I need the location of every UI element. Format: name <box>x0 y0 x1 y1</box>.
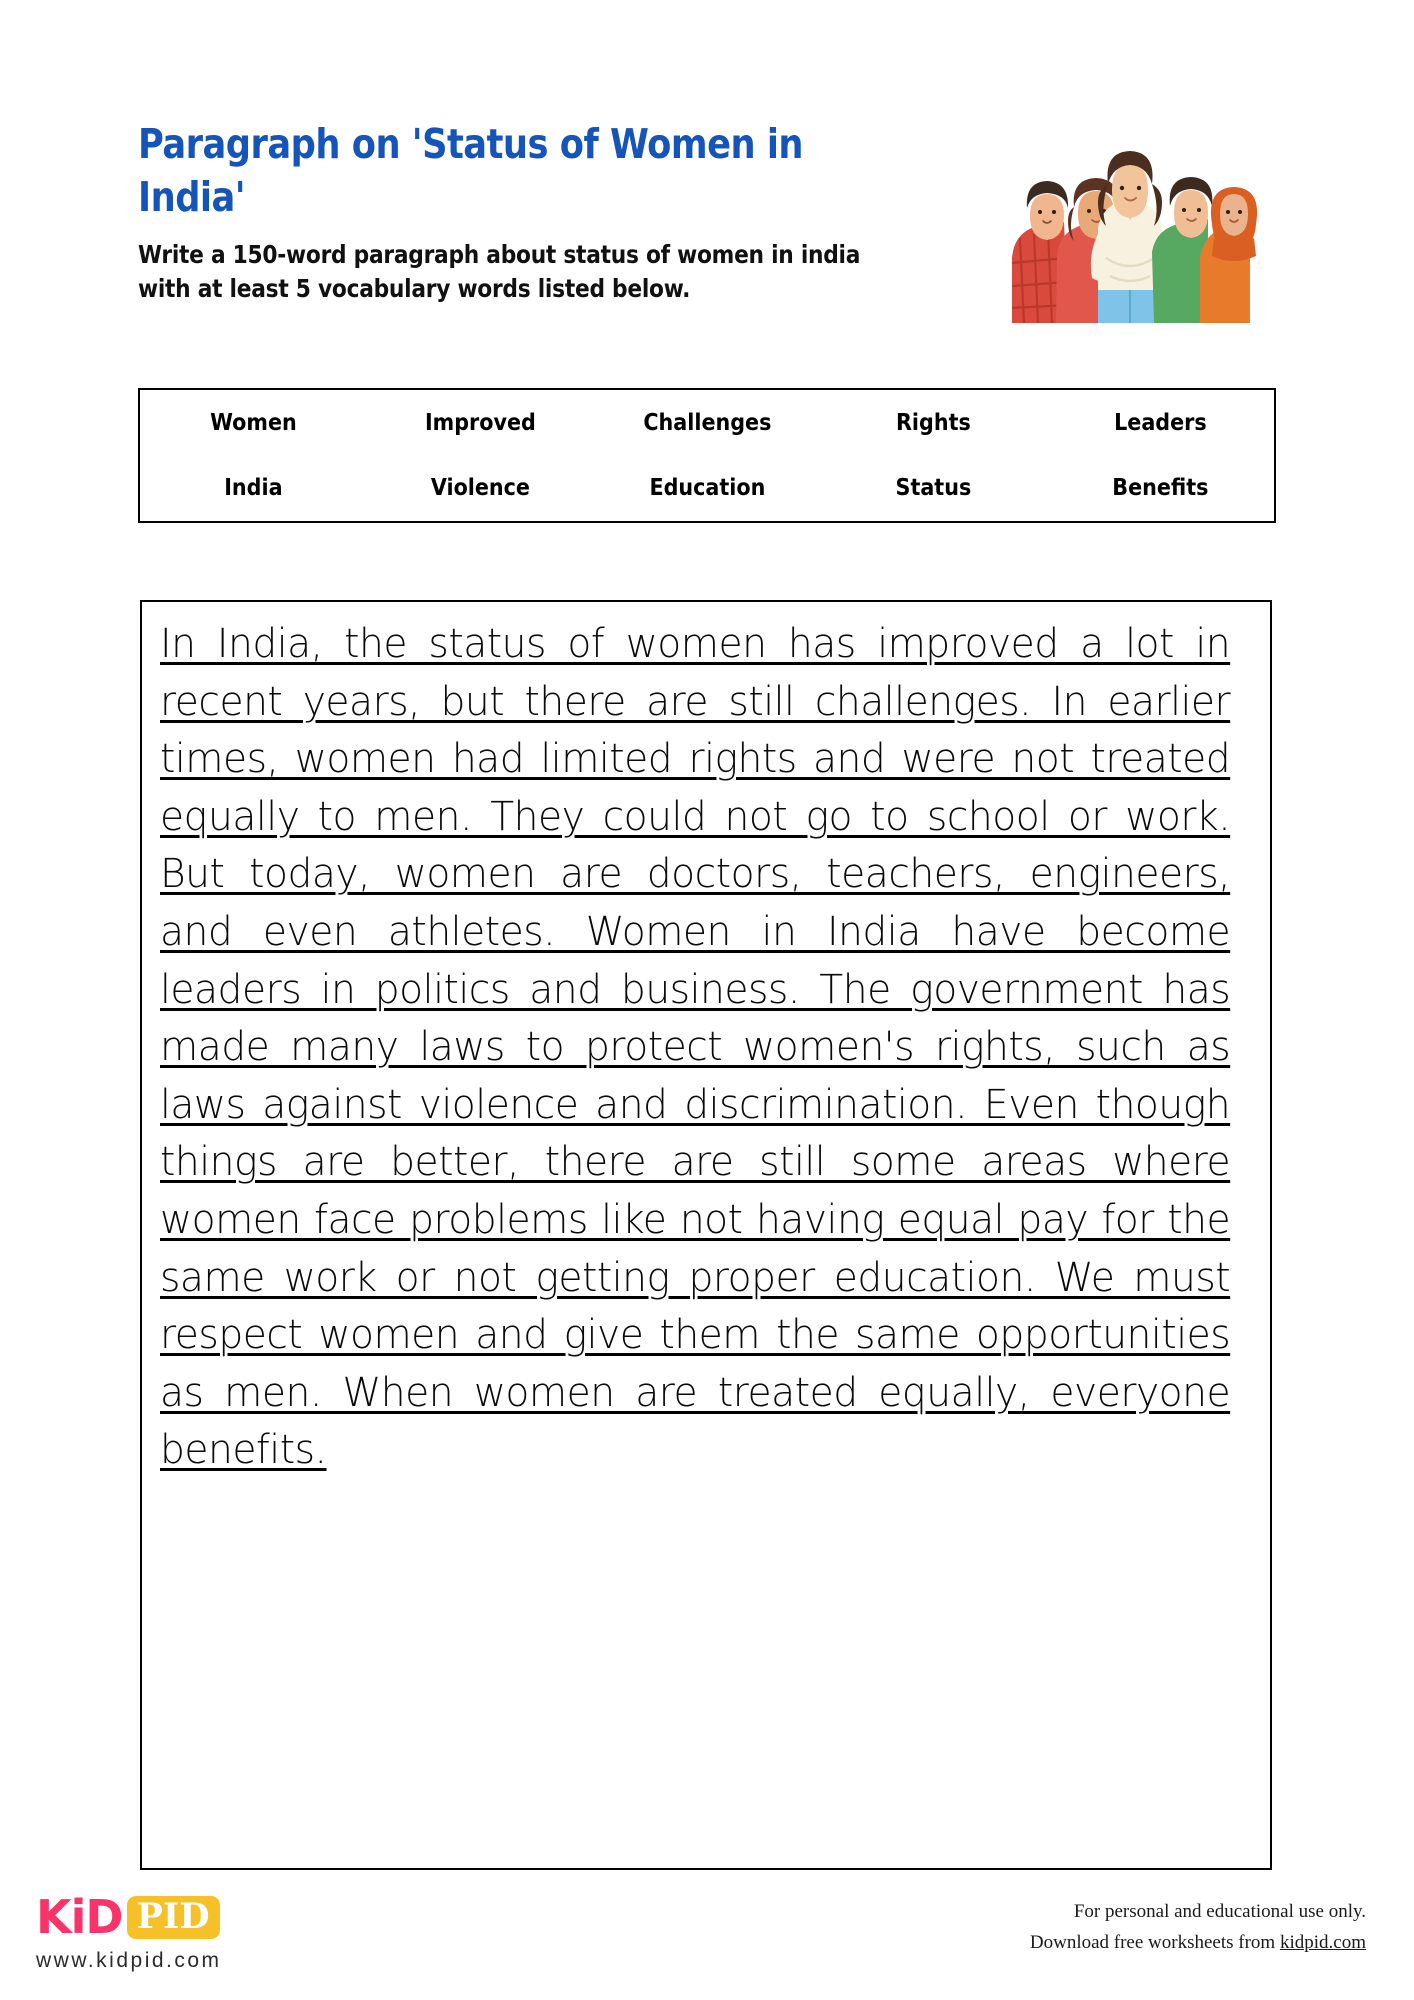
vocabulary-word: Status <box>895 475 972 502</box>
vocabulary-row-1 <box>140 390 1274 456</box>
worksheet-header <box>138 118 1278 348</box>
vocabulary-word: Leaders <box>1114 409 1207 436</box>
kidpid-brand[interactable] <box>36 1890 222 1973</box>
vocabulary-row-2 <box>140 456 1274 522</box>
instruction-text: Write a 150-word paragraph about status of women in india with at least 5 vocabulary words listed below. <box>138 239 861 304</box>
brand-pid-badge <box>127 1896 220 1939</box>
page-title: Paragraph on 'Status of Women in India' <box>138 120 803 222</box>
kidpid-link[interactable]: kidpid.com <box>1279 1932 1366 1954</box>
vocabulary-word: Rights <box>896 409 972 436</box>
woman-right <box>1200 187 1257 323</box>
usage-line-2 <box>1030 1927 1366 1958</box>
vocabulary-word: India <box>224 475 283 502</box>
vocabulary-word: Benefits <box>1112 475 1209 502</box>
vocabulary-word: Women <box>210 409 297 436</box>
worksheet-footer <box>0 1890 1414 2000</box>
vocabulary-word: Improved <box>424 409 536 436</box>
usage-line-1: For personal and educational use only. <box>1073 1901 1366 1922</box>
usage-line-2-prefix: Download free worksheets from <box>1029 1932 1280 1954</box>
header-text-block <box>138 118 998 307</box>
usage-notice <box>1030 1896 1366 1959</box>
website-url[interactable]: www.kidpid.com <box>36 1949 222 1972</box>
vocabulary-word: Challenges <box>642 409 772 436</box>
answer-paragraph-text: In India, the status of women has improved a lot in recent years, but there are still challenges. In earlier times, women had limited rights and were not treated equally to men. They could not go to school or work. But today, women are doctors, teachers, engineers, and even athletes. Women in India have become leaders in politics and business. The government has made many laws to protect women's rights, such as laws against violence and discrimination. Even though things are better, there are still some areas where women face problems like not having equal pay for the same work or not getting proper education. We must respect women and give them the same opportunities as men. When women are treated equally, everyone benefits. <box>160 621 1231 1474</box>
brand-kid-text: KiD <box>36 1890 123 1944</box>
kidpid-logo <box>36 1890 222 1944</box>
group-of-women-illustration <box>994 108 1264 323</box>
brand-pid-text: PID <box>136 1895 210 1937</box>
vocabulary-word: Education <box>649 475 765 502</box>
answer-paragraph-box[interactable] <box>140 600 1272 1870</box>
vocabulary-box <box>138 388 1276 523</box>
vocabulary-word: Violence <box>430 475 530 502</box>
